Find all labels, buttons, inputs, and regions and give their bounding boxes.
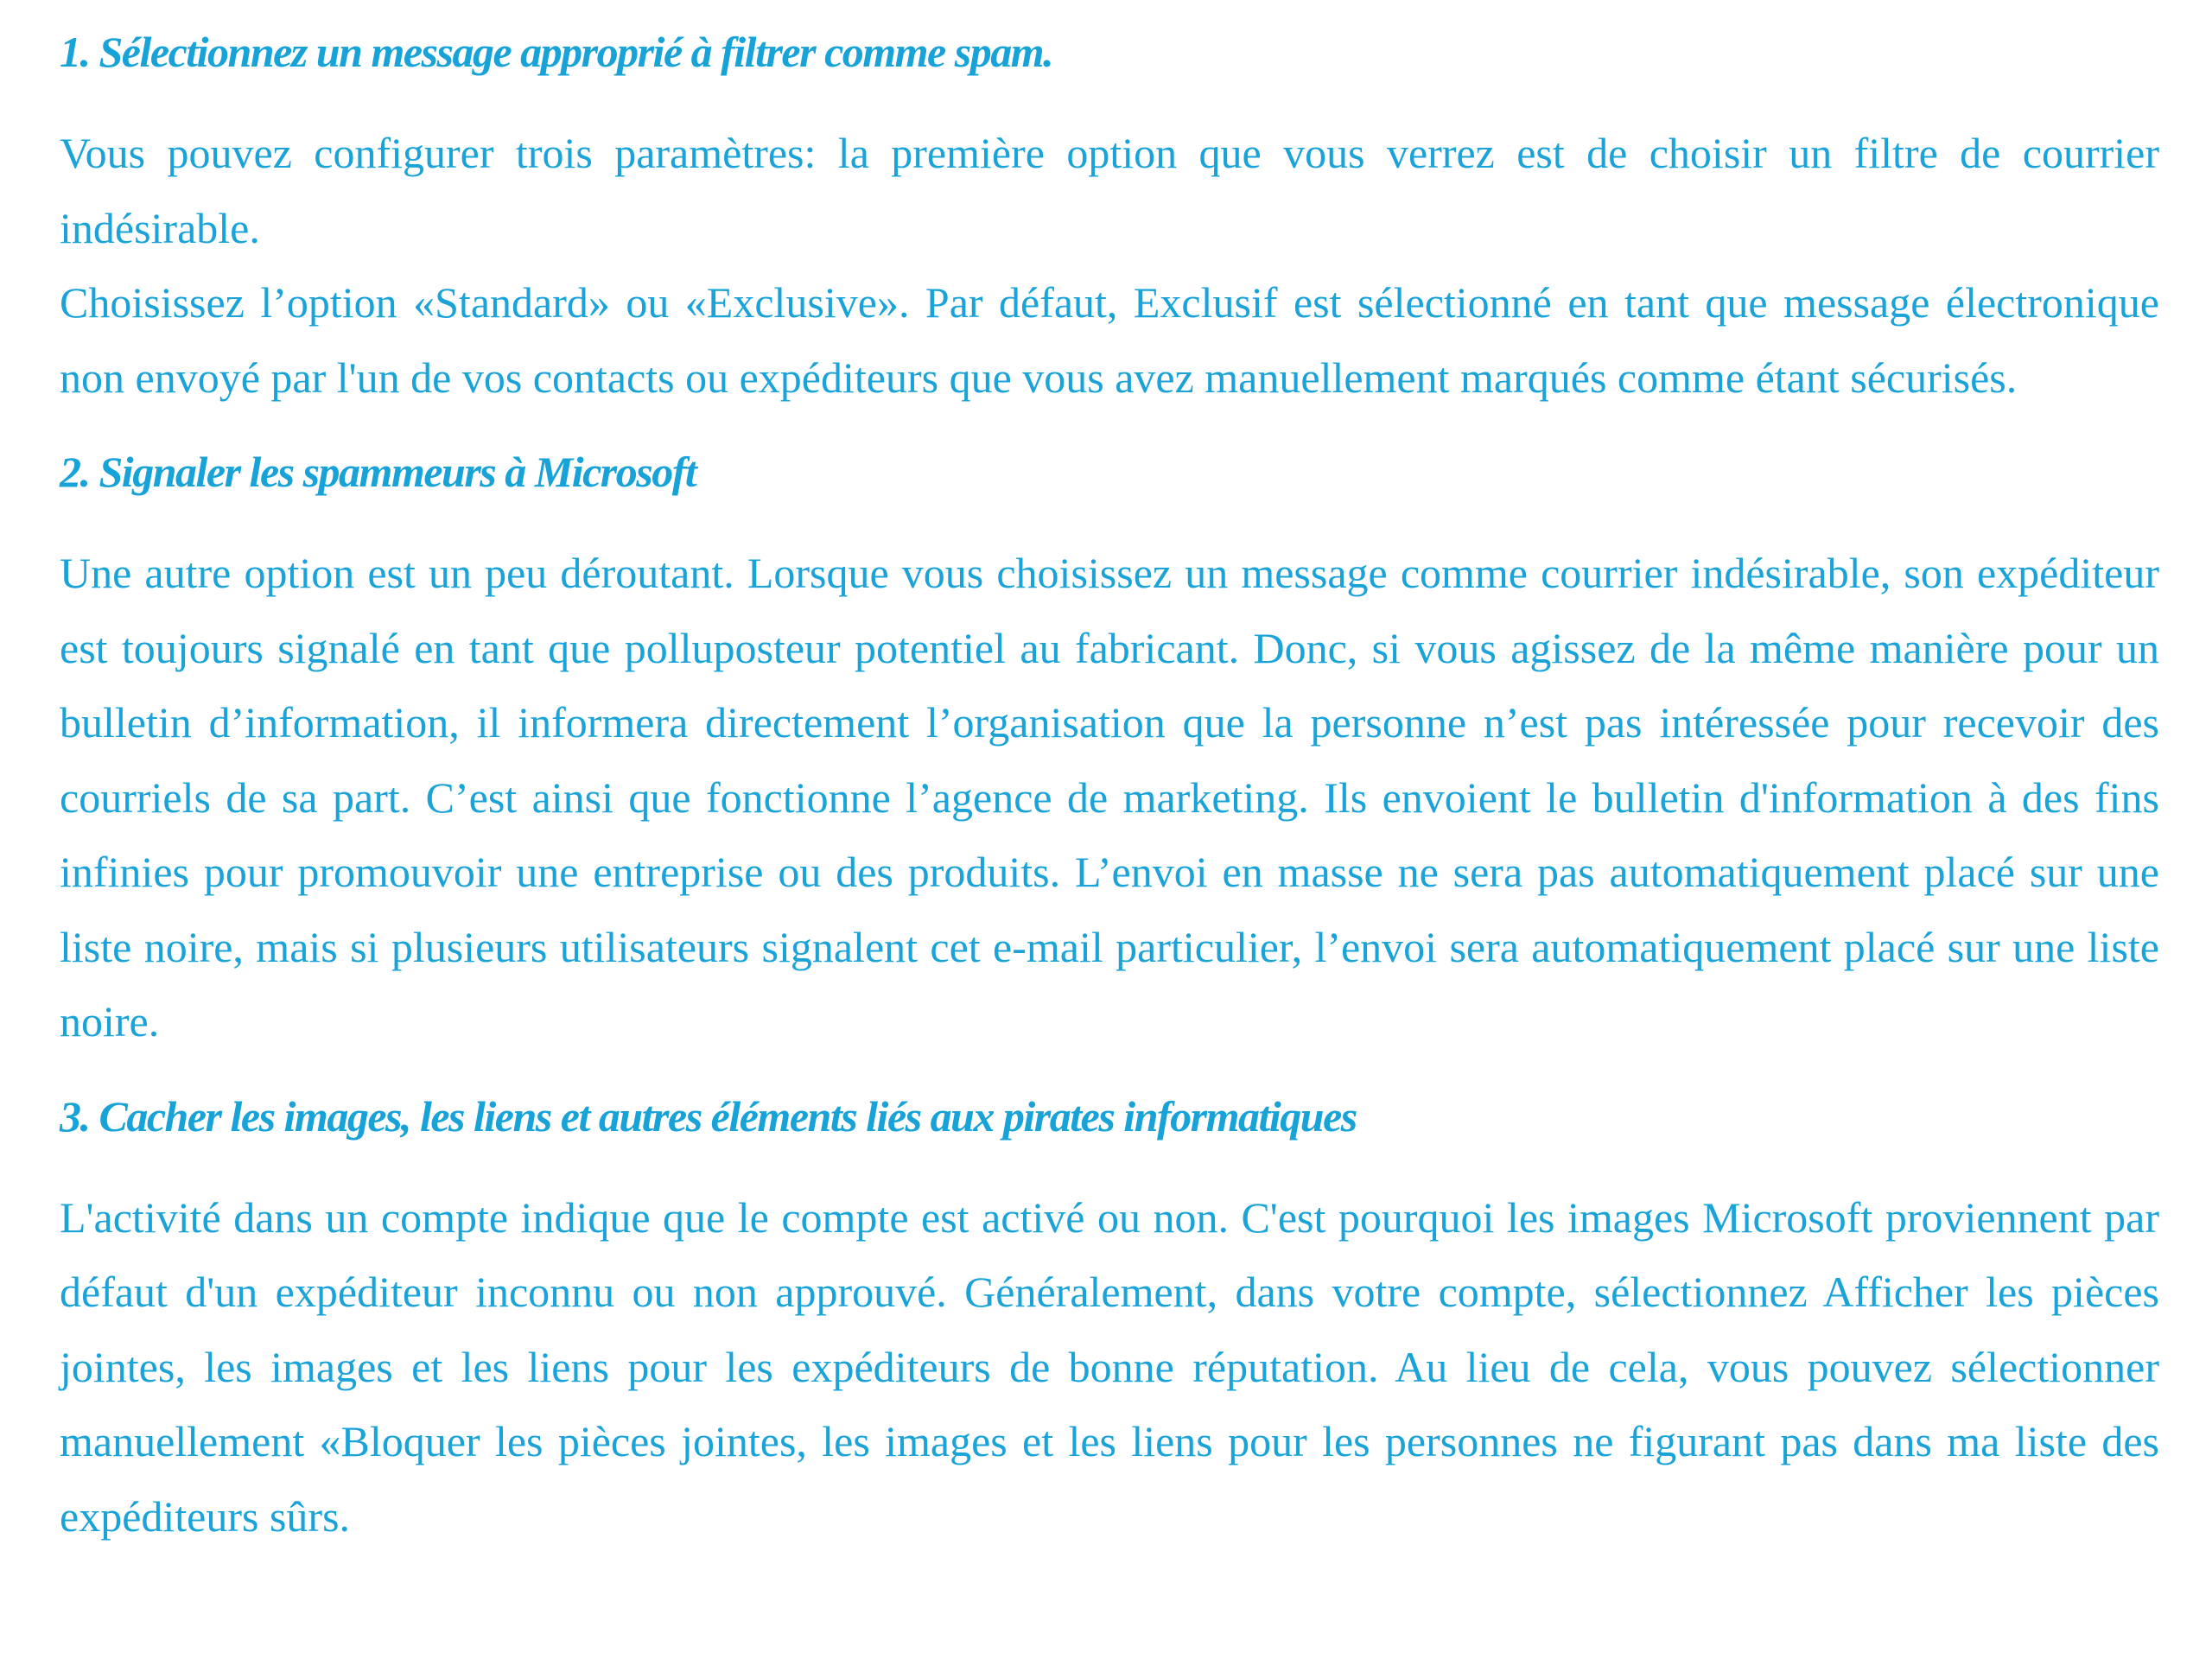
section-1-paragraph-1: Vous pouvez configurer trois paramètres: la première option que vous verrez est de choisir un filtre de courrier indésirable.	[60, 129, 2159, 252]
document-body	[60, 17, 2159, 1554]
section-2-paragraph-1: Une autre option est un peu déroutant. Lorsque vous choisissez un message comme courrier indésirable, son expéditeur est toujours signalé en tant que polluposteur potentiel au fabricant. Donc, si vous agissez de la même manière pour un bulletin d’information, il informera directement l’organisation que la personne n’est pas intéressée pour recevoir des courriels de sa part. C’est ainsi que fonctionne l’agence de marketing. Ils envoient le bulletin d'information à des fins infinies pour promouvoir une entreprise ou des produits. L’envoi en masse ne sera pas automatiquement placé sur une liste noire, mais si plusieurs utilisateurs signalent cet e-mail particulier, l’envoi sera automatiquement placé sur une liste noire.	[60, 549, 2159, 1046]
section-heading-1: 1. Sélectionnez un message approprié à filtrer comme spam.	[60, 28, 1053, 76]
section-heading-3: 3. Cacher les images, les liens et autres éléments liés aux pirates informatiques	[60, 1091, 1357, 1141]
section-3-paragraph-1: L'activité dans un compte indique que le compte est activé ou non. C'est pourquoi les images Microsoft proviennent par défaut d'un expéditeur inconnu ou non approuvé. Généralement, dans votre compte, sélectionnez Afficher les pièces jointes, les images et les liens pour les expéditeurs de bonne réputation. Au lieu de cela, vous pouvez sélectionner manuellement «Bloquer les pièces jointes, les images et les liens pour les personnes ne figurant pas dans ma liste des expéditeurs sûrs.	[60, 1192, 2159, 1541]
section-1-paragraph-2: Choisissez l’option «Standard» ou «Exclusive». Par défaut, Exclusif est sélectionné en tant que message électronique non envoyé par l'un de vos contacts ou expéditeurs que vous avez manuellement marqués comme étant sécurisés.	[60, 278, 2159, 402]
section-heading-2: 2. Signaler les spammeurs à Microsoft	[60, 448, 696, 496]
